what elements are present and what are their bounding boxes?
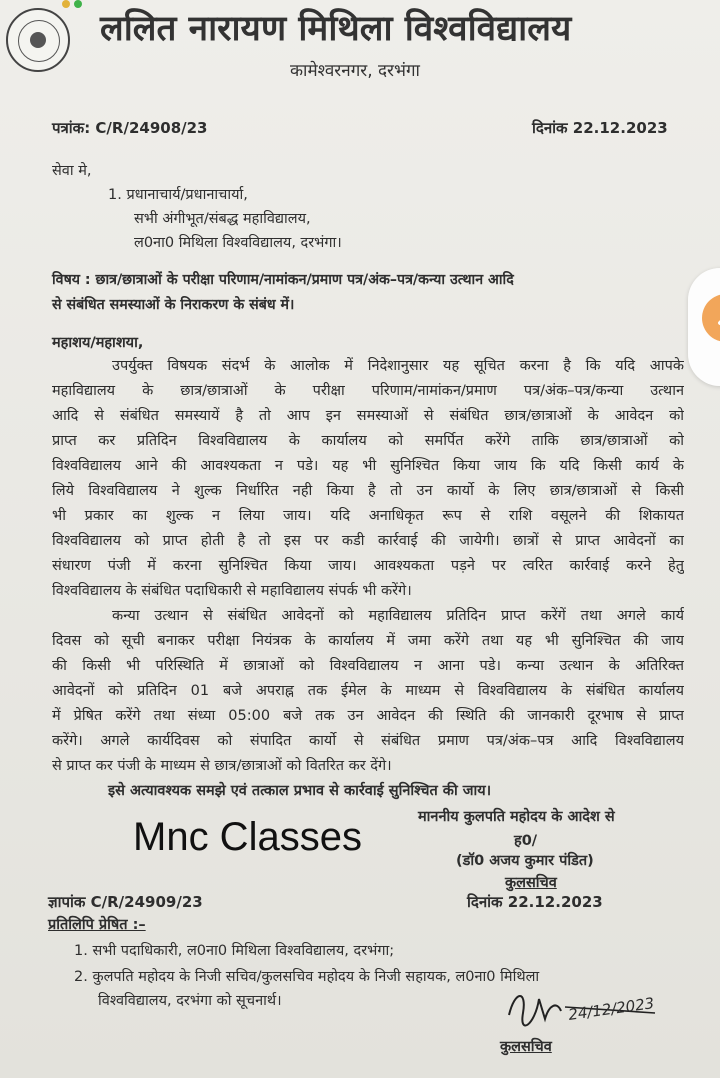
copy-item: विश्वविद्यालय, दरभंगा को सूचनार्थ। xyxy=(98,993,282,1009)
copy-item: 2. कुलपति महोदय के निजी सचिव/कुलसचिव महोदय के निजी सहायक, ल0ना0 मिथिला xyxy=(74,969,540,985)
paragraph-line: करेंगे। अगले कार्यदिवस को संपादित कार्यो से संबंधित प्रमाण पत्र/अंक–पत्र आदि विश्वविद्यालय xyxy=(52,733,684,749)
signature-date: 24/12/2023 xyxy=(567,994,656,1024)
designation: कुलसचिव xyxy=(505,875,557,891)
paragraph-line: संधारण पंजी में करना सुनिश्चित किया जाय। आवश्यकता पड़ने पर त्वरित कार्रवाई करने हेतु xyxy=(52,558,684,574)
reference-number: पत्रांक: C/R/24908/23 xyxy=(52,119,208,137)
edit-button[interactable] xyxy=(688,268,720,386)
paragraph-line: की किसी भी परिस्थिति में छात्राओं को विश्वविद्यालय न आना पडे। कन्या उत्थान के अतिरिक्त xyxy=(52,658,684,674)
bottom-designation: कुलसचिव xyxy=(500,1039,552,1055)
paragraph-line: महाविद्यालय के छात्र/छात्राओं के परीक्षा परिणाम/नामांकन/प्रमाण पत्र/अंक–पत्र/कन्या उत्थान xyxy=(52,383,684,399)
subject-line: से संबंधित समस्याओं के निराकरण के संबंध में। xyxy=(52,297,295,313)
university-address: कामेश्वरनगर, दरभंगा xyxy=(290,61,420,81)
watermark-text: Mnc Classes xyxy=(133,815,362,859)
salutation: महाशय/महाशया, xyxy=(52,335,144,351)
signatory-name: (डॉ0 अजय कुमार पंडित) xyxy=(456,853,594,869)
to-line: 1. प्रधानाचार्य/प्रधानाचार्या, xyxy=(108,187,248,203)
university-seal-icon xyxy=(6,8,70,72)
signed-mark: ह0/ xyxy=(514,833,538,849)
status-dot-yellow xyxy=(62,0,70,8)
order-line: माननीय कुलपति महोदय के आदेश से xyxy=(418,809,615,825)
status-dot-green xyxy=(74,0,82,8)
paragraph-line: विश्वविद्यालय के संबंधित पदाधिकारी से महाविद्यालय संपर्क भी करेंगे। xyxy=(52,583,412,599)
paragraph-line: से प्राप्त कर पंजी के माध्यम से छात्र/छात्राओं को वितरित कर देंगे। xyxy=(52,758,392,774)
memo-date: दिनांक 22.12.2023 xyxy=(467,893,603,911)
paragraph-line: दिवस को सूची बनाकर परीक्षा नियंत्रक के कार्यालय में जमा करेंगे तथा यह भी सुनिश्चित की जाय xyxy=(52,633,684,649)
paragraph-line: आवेदनों को प्रतिदिन 01 बजे अपराह्न तक ईमेल के माध्यम से विश्वविद्यालय के संबंधित कार्यालय xyxy=(52,683,684,699)
paragraph-line: में प्रेषित करेंगे तथा संध्या 05:00 बजे तक उन आवेदन की स्थिति की जानकारी दूरभाष से प्राप्त xyxy=(52,708,684,724)
to-line: सभी अंगीभूत/संबद्ध महाविद्यालय, xyxy=(134,211,311,227)
paragraph-line: उपर्युक्त विषयक संदर्भ के आलोक में निदेशानुसार यह सूचित करना है कि यदि आपके xyxy=(112,358,684,374)
paragraph-line: विश्वविद्यालय आने की आवश्यकता न पडे। यह भी सुनिश्चित किया जाय कि यदि किसी कार्य के xyxy=(52,458,684,474)
paragraph-line: विश्वविद्यालय को प्राप्त होती है तो इस पर कडी कार्रवाई की जायेगी। छात्रों से प्राप्त आवेदनों का xyxy=(52,533,684,549)
paragraph-line: लिये विश्वविद्यालय ने शुल्क निर्धारित नही किया है तो उन कार्यो के लिए छात्र/छात्राओं से किसी xyxy=(52,483,684,499)
copy-item: 1. सभी पदाधिकारी, ल0ना0 मिथिला विश्वविद्यालय, दरभंगा; xyxy=(74,943,395,959)
subject-line: विषय : छात्र/छात्राओं के परीक्षा परिणाम/नामांकन/प्रमाण पत्र/अंक–पत्र/कन्या उत्थान आदि xyxy=(52,272,514,288)
university-name: ललित नारायण मिथिला विश्वविद्यालय xyxy=(100,9,572,49)
paragraph-line: कन्या उत्थान से संबंधित आवेदनों को महाविद्यालय प्रतिदिन प्राप्त करेंगें तथा अगले कार्य xyxy=(112,608,684,624)
memo-number: ज्ञापांक C/R/24909/23 xyxy=(48,893,203,911)
paragraph-line: आदि से संबंधित समस्यायें है तो आप इन समस्याओं से संबंधित छात्र/छात्राओं के आवेदन को xyxy=(52,408,684,424)
paragraph-line: प्राप्त कर प्रतिदिन विश्वविद्यालय के कार्यालय को समर्पित करेंगे ताकि छात्र/छात्राओं को xyxy=(52,433,684,449)
to-label: सेवा मे, xyxy=(52,163,92,179)
pencil-icon xyxy=(702,294,720,342)
copy-label: प्रतिलिपि प्रेषित :– xyxy=(48,917,146,933)
letter-date: दिनांक 22.12.2023 xyxy=(532,119,668,137)
to-line: ल0ना0 मिथिला विश्वविद्यालय, दरभंगा। xyxy=(134,235,342,251)
closing-line: इसे अत्यावश्यक समझे एवं तत्काल प्रभाव से कार्रवाई सुनिश्चित की जाय। xyxy=(108,783,492,799)
paragraph-line: भी प्रकार का शुल्क न लिया जाय। यदि अनाधिकृत रूप से राशि वसूलने की शिकायत xyxy=(52,508,684,524)
